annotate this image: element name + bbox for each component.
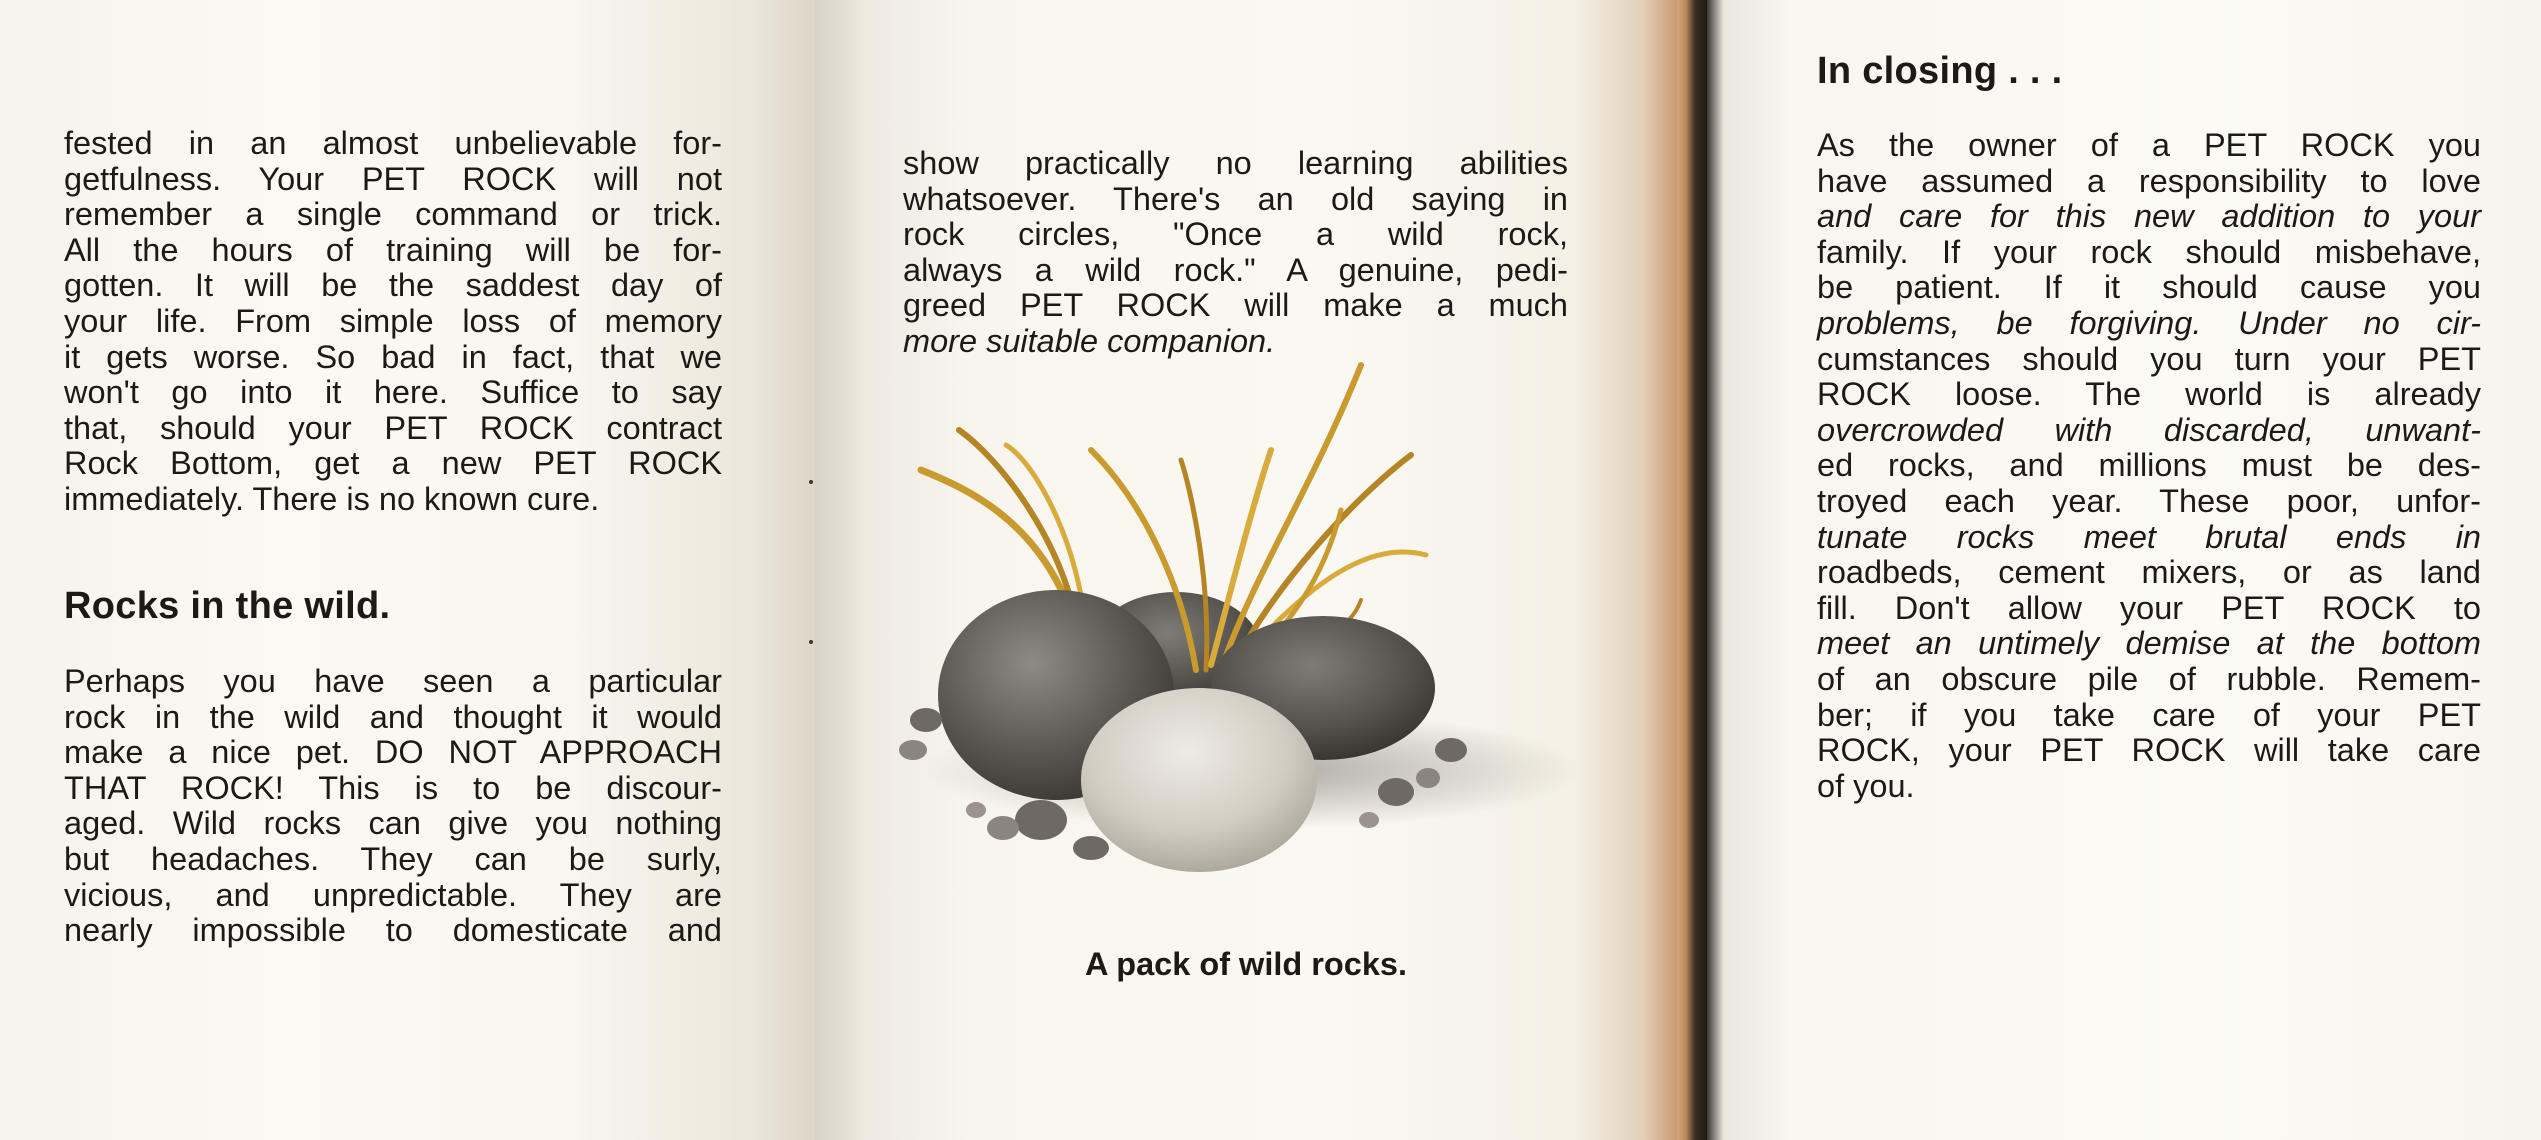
- text-line: vicious, and unpredictable. They are: [64, 876, 722, 913]
- text-line: of an obscure pile of rubble. Remem-: [1817, 660, 2481, 697]
- text-line: greed PET ROCK will make a much: [903, 287, 1568, 324]
- text-line: fill. Don't allow your PET ROCK to: [1817, 589, 2481, 626]
- text-line: won't go into it here. Suffice to say: [64, 374, 722, 411]
- text-line: ROCK loose. The world is already: [1817, 376, 2481, 413]
- text-line: rock in the wild and thought it would: [64, 698, 722, 735]
- text-line: rock circles, "Once a wild rock,: [903, 216, 1568, 253]
- text-line: make a nice pet. DO NOT APPROACH: [64, 734, 722, 771]
- text-line: that, should your PET ROCK contract: [64, 409, 722, 446]
- right-paragraph-closing: [1817, 128, 2481, 804]
- text-line: gotten. It will be the saddest day of: [64, 267, 722, 304]
- text-line: show practically no learning abilities: [903, 145, 1568, 181]
- text-line: whatsoever. There's an old saying in: [903, 180, 1568, 217]
- text-line: always a wild rock." A genuine, pedi-: [903, 251, 1568, 288]
- grass-blades-left: [921, 430, 1081, 600]
- text-line: problems, be forgiving. Under no cir-: [1817, 304, 2481, 341]
- section-heading-rocks-in-the-wild: Rocks in the wild.: [64, 585, 391, 627]
- text-line: Perhaps you have seen a particular: [64, 663, 722, 699]
- text-line: it gets worse. So bad in fact, that we: [64, 338, 722, 375]
- illustration-caption: A pack of wild rocks.: [1084, 946, 1408, 982]
- text-line: roadbeds, cement mixers, or as land: [1817, 554, 2481, 591]
- text-line: remember a single command or trick.: [64, 196, 722, 233]
- text-line: ROCK, your PET ROCK will take care: [1817, 732, 2481, 769]
- text-line: but headaches. They can be surly,: [64, 840, 722, 877]
- print-speck: [809, 640, 813, 644]
- left-page: [0, 0, 815, 1140]
- print-speck: [809, 480, 813, 484]
- left-paragraph-rock-bottom: [64, 126, 722, 518]
- section-heading-in-closing: In closing . . .: [1817, 50, 2063, 92]
- text-line: nearly impossible to domesticate and: [64, 912, 722, 949]
- text-line: meet an untimely demise at the bottom: [1817, 625, 2481, 662]
- text-line: have assumed a responsibility to love: [1817, 162, 2481, 199]
- middle-page: [815, 0, 1677, 1140]
- text-line: your life. From simple loss of memory: [64, 302, 722, 339]
- text-line: Rock Bottom, get a new PET ROCK: [64, 445, 722, 482]
- rock-front-white: [1081, 688, 1317, 872]
- middle-paragraph-learning: [903, 146, 1568, 360]
- text-line: of you.: [1817, 767, 1915, 804]
- text-line: be patient. If it should cause you: [1817, 269, 2481, 306]
- text-line: overcrowded with discarded, unwant-: [1817, 411, 2481, 448]
- text-line: immediately. There is no known cure.: [64, 480, 600, 517]
- text-line: fested in an almost unbelievable for-: [64, 125, 722, 161]
- text-line: family. If your rock should misbehave,: [1817, 233, 2481, 270]
- text-line: ed rocks, and millions must be des-: [1817, 447, 2481, 484]
- text-line: getfulness. Your PET ROCK will not: [64, 160, 722, 197]
- text-line: ber; if you take care of your PET: [1817, 696, 2481, 733]
- text-line: THAT ROCK! This is to be discour-: [64, 769, 722, 806]
- text-line: and care for this new addition to your: [1817, 198, 2481, 235]
- text-line: As the owner of a PET ROCK you: [1817, 127, 2481, 163]
- text-line: aged. Wild rocks can give you nothing: [64, 805, 722, 842]
- right-page: [1707, 0, 2541, 1140]
- text-line: cumstances should you turn your PET: [1817, 340, 2481, 377]
- wild-rocks-illustration: [891, 350, 1611, 890]
- book-spine-gutter: [1677, 0, 1707, 1140]
- text-line: tunate rocks meet brutal ends in: [1817, 518, 2481, 555]
- text-line: more suitable companion.: [903, 322, 1276, 359]
- text-line: troyed each year. These poor, unfor-: [1817, 482, 2481, 519]
- left-paragraph-wild-rocks: [64, 664, 722, 949]
- text-line: All the hours of training will be for-: [64, 231, 722, 268]
